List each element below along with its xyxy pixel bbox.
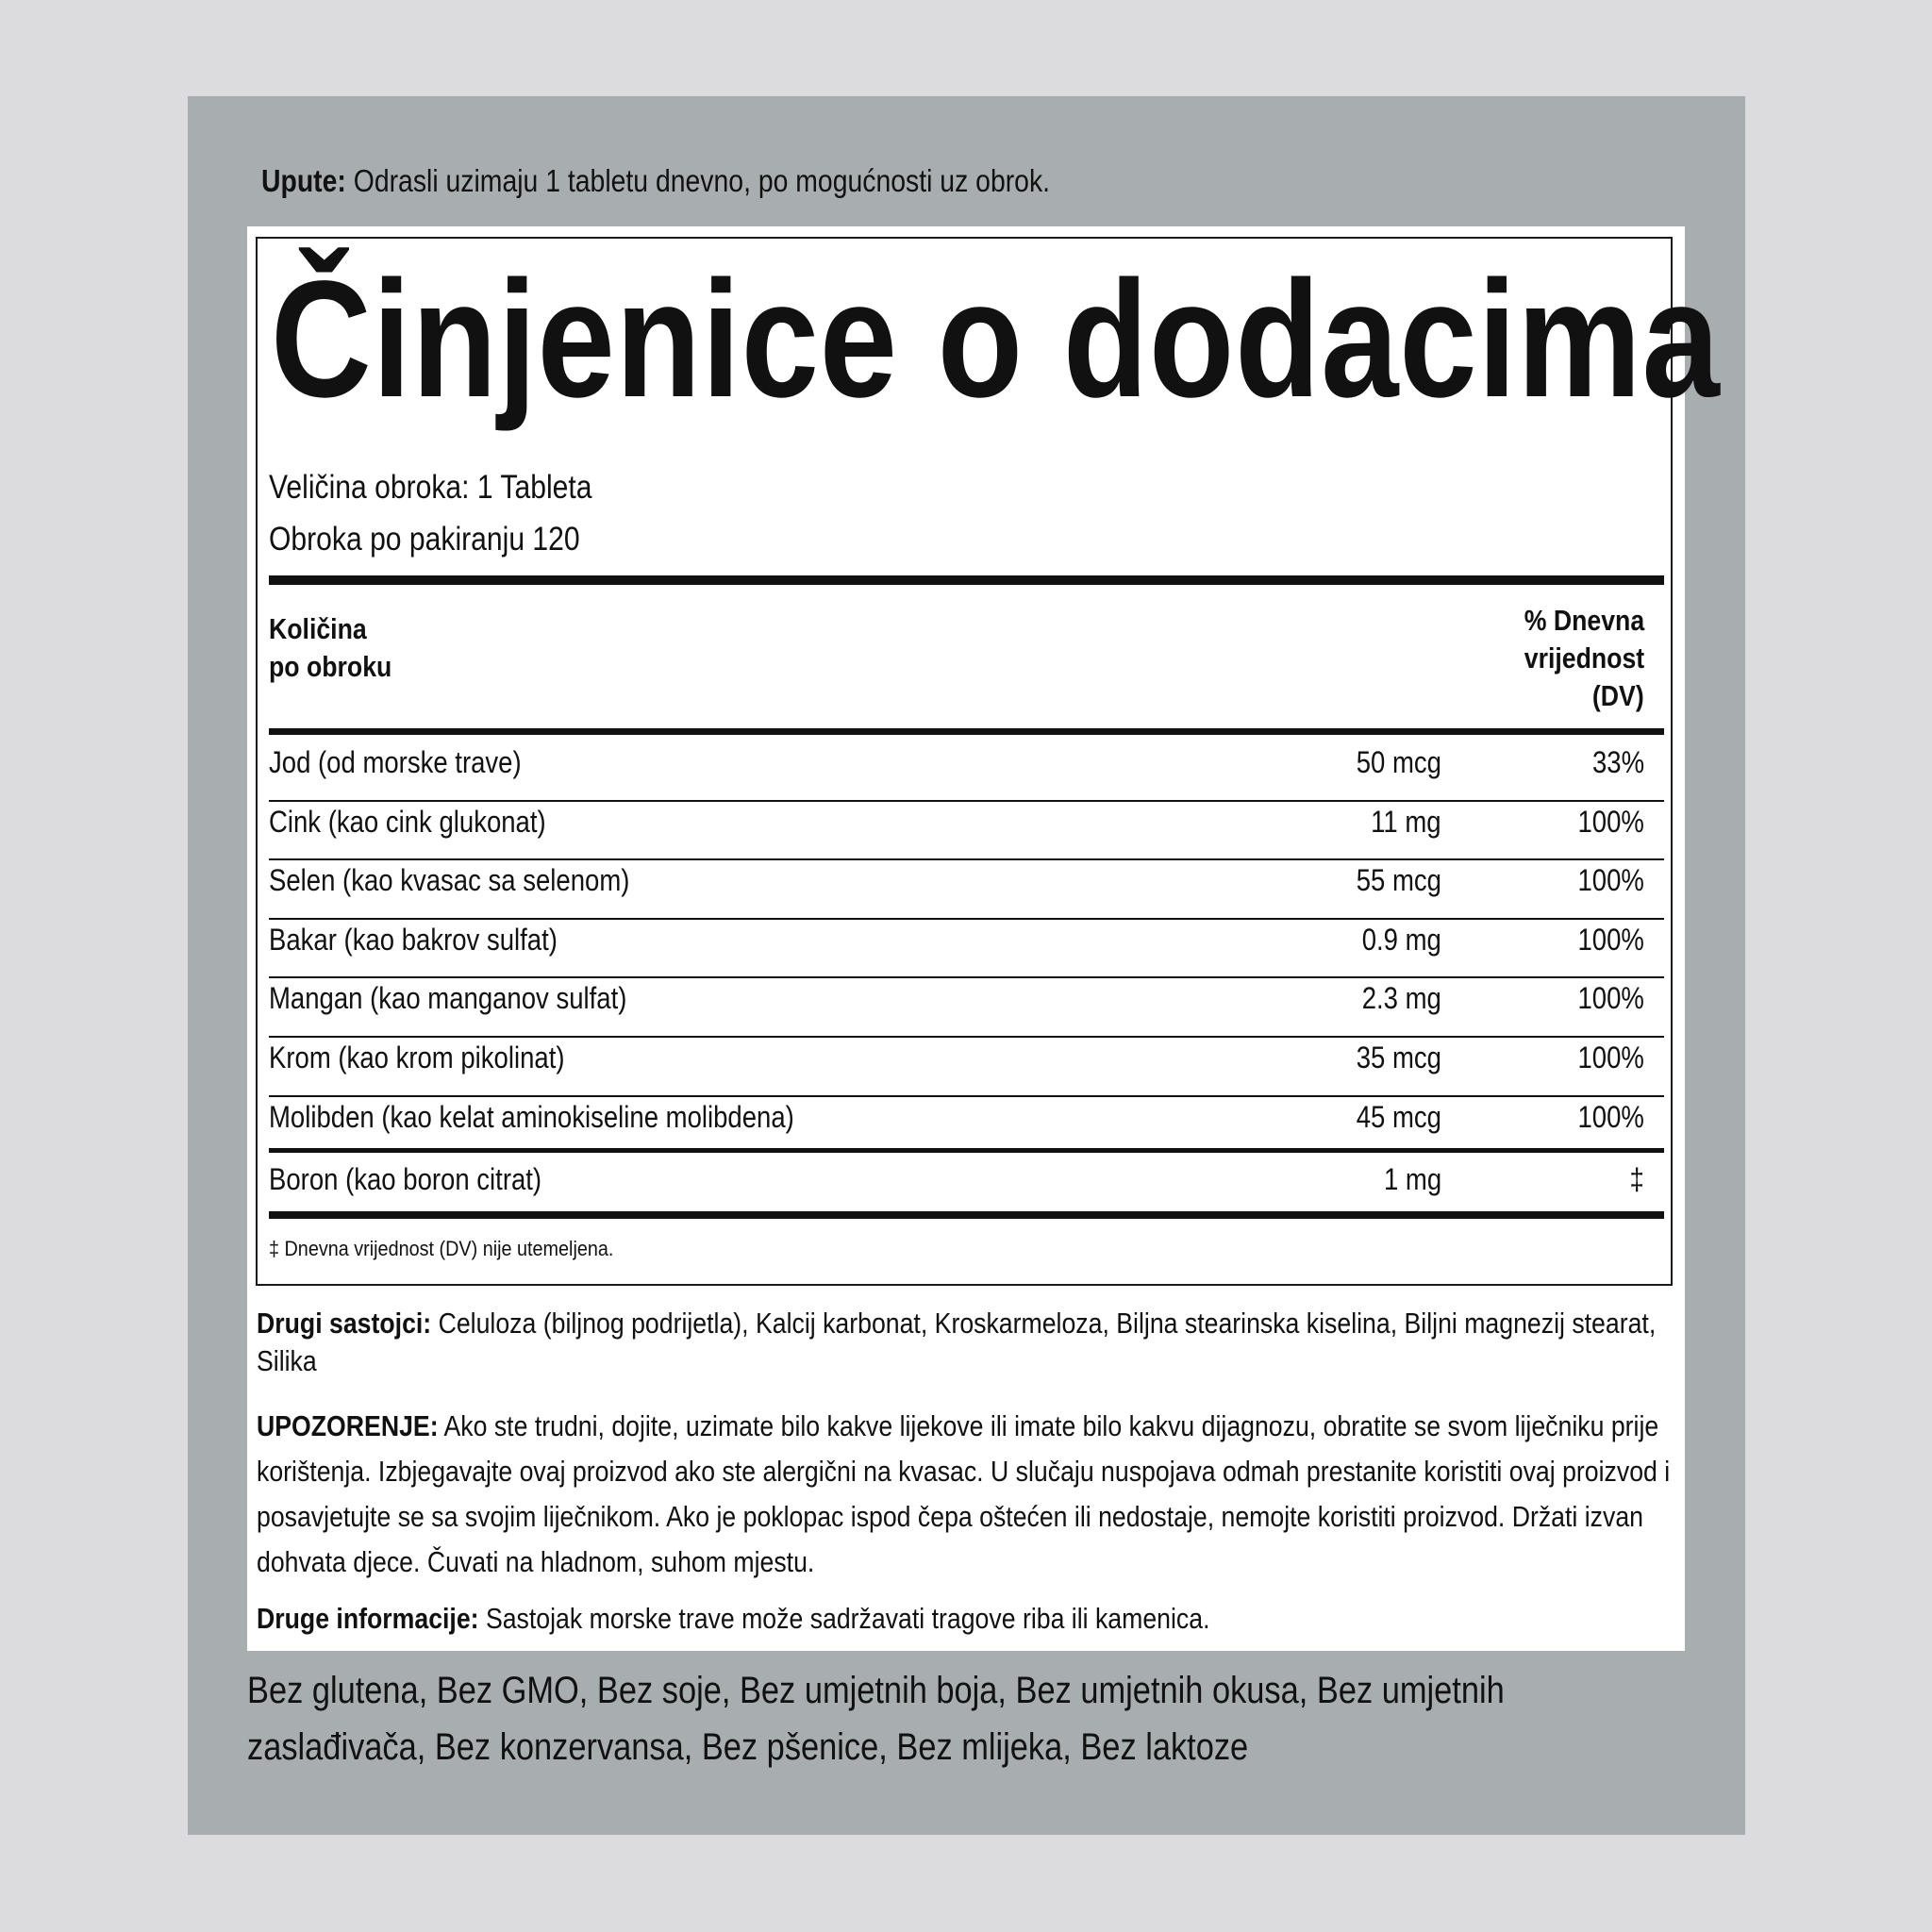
nutrient-name: Selen (kao kvasac sa selenom) <box>269 863 630 897</box>
other-info-text: Sastojak morske trave može sadržavati tragove riba ili kamenica. <box>478 1602 1210 1635</box>
header-amount-line1: Količina <box>269 612 367 645</box>
bottom-rule <box>269 1211 1664 1219</box>
dv-footnote: ‡ Dnevna vrijednost (DV) nije utemeljena. <box>269 1237 614 1260</box>
nutrient-amount: 45 mcg <box>1356 1100 1441 1134</box>
nutrient-amount: 0.9 mg <box>1361 923 1441 957</box>
nutrient-dv: 100% <box>1577 1100 1644 1134</box>
nutrient-dv: 100% <box>1577 805 1644 839</box>
row-divider <box>269 918 1664 920</box>
nutrient-name: Krom (kao krom pikolinat) <box>269 1041 565 1074</box>
free-from-list: Bez glutena, Bez GMO, Bez soje, Bez umjetnih boja, Bez umjetnih okusa, Bez umjetnih zaslađivača, Bez konzervansa, Bez pšenice, Bez mlijeka, Bez laktoze <box>247 1670 1505 1768</box>
row-divider <box>269 1095 1664 1097</box>
header-dv-line2: vrijednost <box>1524 641 1644 675</box>
other-ingredients <box>257 1305 1692 1380</box>
header-dv-line3: (DV) <box>1592 679 1644 712</box>
other-ingredients-label: Drugi sastojci: <box>257 1307 432 1340</box>
nutrient-name: Cink (kao cink glukonat) <box>269 805 546 839</box>
nutrient-amount: 35 mcg <box>1356 1041 1441 1074</box>
nutrient-name: Molibden (kao kelat aminokiseline molibdena) <box>269 1100 794 1134</box>
row-divider <box>269 1036 1664 1038</box>
nutrient-amount: 2.3 mg <box>1361 981 1441 1015</box>
other-information <box>257 1596 1692 1641</box>
facts-title: Činjenice o dodacima <box>271 247 1721 432</box>
nutrient-name: Bakar (kao bakrov sulfat) <box>269 923 558 957</box>
warning-text: Ako ste trudni, dojite, uzimate bilo kakve lijekove ili imate bilo kakvu dijagnozu, obratite se svom liječniku prije korištenja. Izbjegavajte ovaj proizvod ako ste alergični na kvasac. U slučaju nuspojava odmah prestanite koristiti ovaj proizvod i posavjetujte se sa svojim liječnikom. Ako je poklopac ispod čepa oštećen ili nedostaje, nemojte koristiti proizvod. Držati izvan dohvata djece. Čuvati na hladnom, suhom mjestu. <box>257 1409 1671 1578</box>
row-divider <box>269 976 1664 978</box>
warning-label: UPOZORENJE: <box>257 1409 439 1442</box>
row-divider <box>269 858 1664 860</box>
nutrient-dv: 33% <box>1591 745 1644 779</box>
thick-rule <box>269 575 1664 585</box>
nutrient-name: Mangan (kao manganov sulfat) <box>269 981 627 1015</box>
nutrient-amount: 11 mg <box>1371 805 1441 839</box>
nutrient-dv: 100% <box>1577 863 1644 897</box>
directions-text: Odrasli uzimaju 1 tabletu dnevno, po mogućnosti uz obrok. <box>345 163 1051 198</box>
row-divider <box>269 1148 1664 1153</box>
serving-size: Veličina obroka: 1 Tableta <box>269 469 592 506</box>
nutrient-dv: ‡ <box>1629 1162 1644 1196</box>
nutrient-dv: 100% <box>1577 1041 1644 1074</box>
nutrient-dv: 100% <box>1577 923 1644 957</box>
nutrient-name: Jod (od morske trave) <box>269 745 522 779</box>
other-info-label: Druge informacije: <box>257 1602 479 1635</box>
header-dv-line1: % Dnevna <box>1524 604 1644 637</box>
nutrient-name: Boron (kao boron citrat) <box>269 1162 542 1196</box>
servings-per-container: Obroka po pakiranju 120 <box>269 521 580 558</box>
row-divider <box>269 800 1664 802</box>
other-ingredients-text: Celuloza (biljnog podrijetla), Kalcij karbonat, Kroskarmeloza, Biljna stearinska kiselina, Biljni magnezij stearat, Silika <box>257 1307 1657 1377</box>
warning <box>257 1404 1692 1585</box>
directions <box>261 162 1527 200</box>
header-rule <box>269 728 1664 735</box>
header-amount-line2: po obroku <box>269 650 392 683</box>
nutrient-dv: 100% <box>1577 981 1644 1015</box>
nutrient-amount: 50 mcg <box>1356 745 1441 779</box>
nutrient-amount: 1 mg <box>1383 1162 1441 1196</box>
nutrient-amount: 55 mcg <box>1356 863 1441 897</box>
directions-label: Upute: <box>261 163 346 198</box>
